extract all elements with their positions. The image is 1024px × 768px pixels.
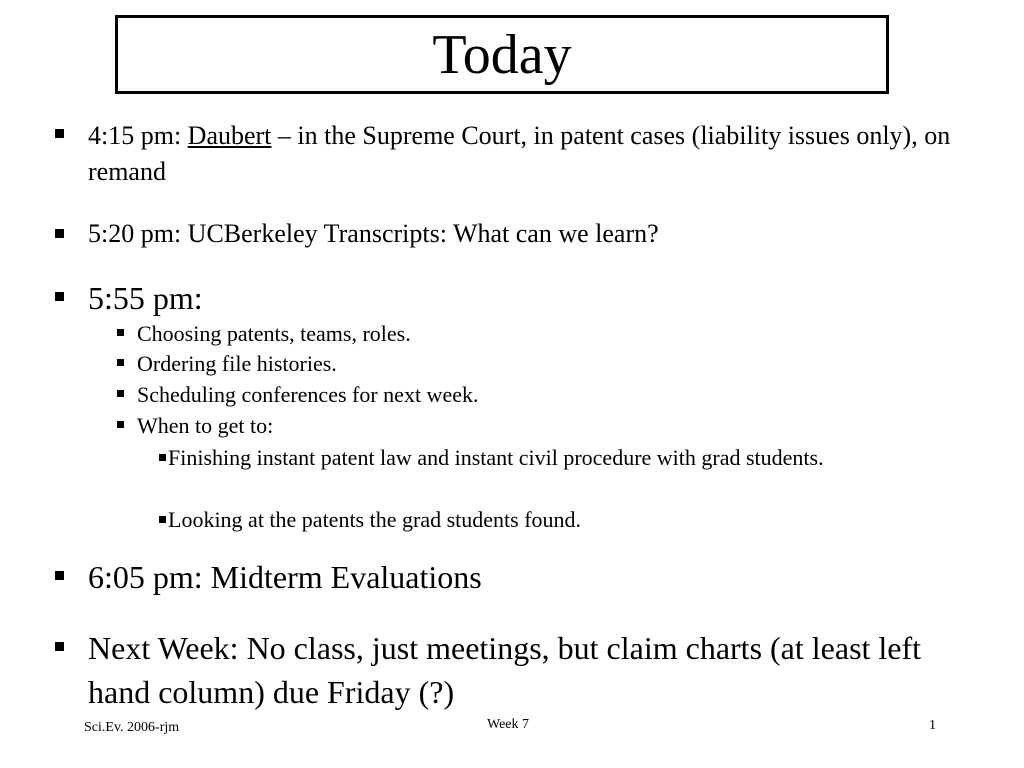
bullet-square-icon [117,390,124,397]
bullet-square-icon [55,292,64,301]
sub-item-1-text: Choosing patents, teams, roles. [137,321,411,346]
bullet-square-icon [159,454,166,461]
sub-sub-item-2-text: Looking at the patents the grad students found. [168,507,582,532]
bullet-square-icon [55,129,64,138]
agenda-item-5-text: Next Week: No class, just meetings, but claim charts (at least left hand column) due Friday (?) [88,630,922,710]
item-1-time: 4:15 pm: [88,121,188,150]
agenda-item-1-text [88,118,968,190]
sub-sub-item-1-text: Finishing instant patent law and instant civil procedure with grad students. [168,445,824,470]
footer-left: Sci.Ev. 2006-rjm [84,720,180,735]
bullet-square-icon [55,642,64,651]
slide-title: Today [432,23,572,86]
footer-page-number: 1 [929,718,936,733]
bullet-square-icon [55,229,64,238]
footer-center: Week 7 [487,717,530,732]
bullet-square-icon [117,421,124,428]
item-1-rest: – in the Supreme Court, in patent cases (liability issues only), on remand [88,121,951,186]
sub-item-4-text: When to get to: [137,413,274,438]
agenda-item-2-text: 5:20 pm: UCBerkeley Transcripts: What can we learn? [88,219,659,248]
sub-sub-item-2 [159,504,929,535]
agenda-item-4-text: 6:05 pm: Midterm Evaluations [88,559,482,595]
item-1-case-name: Daubert [187,121,272,150]
bullet-square-icon [117,329,124,336]
bullet-square-icon [117,359,124,366]
sub-sub-item-1 [159,442,929,473]
sub-item-3-text: Scheduling conferences for next week. [137,382,479,407]
agenda-item-3-text: 5:55 pm: [88,280,203,316]
title-box [115,15,889,94]
bullet-square-icon [55,571,64,580]
sub-item-2-text: Ordering file histories. [137,351,337,376]
bullet-square-icon [159,516,166,523]
